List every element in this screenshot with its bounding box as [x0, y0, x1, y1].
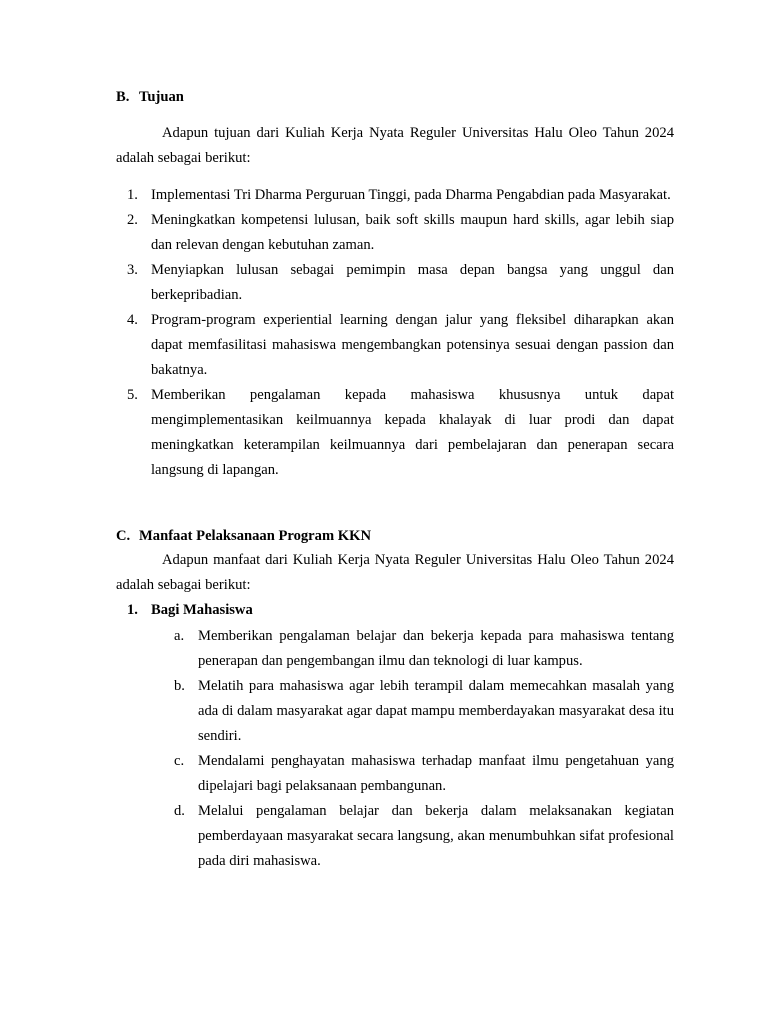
list-item [174, 674, 674, 749]
list-item-text: Program-program experiential learning dengan jalur yang fleksibel diharapkan akan dapat memfasilitasi mahasiswa mengembangkan potensinya sesuai dengan passion dan bakatnya. [151, 312, 674, 378]
list-item-text: Melalui pengalaman belajar dan bekerja dalam melaksanakan kegiatan pemberdayaan masyarakat secara langsung, akan menumbuhkan sifat profesional pada diri mahasiswa. [198, 803, 674, 869]
list-item [116, 183, 674, 208]
list-item [174, 749, 674, 799]
section-b-letter: B. [116, 89, 130, 105]
list-item-label: b. [174, 678, 185, 694]
list-item [174, 799, 674, 874]
sub-heading-number: 1. [127, 602, 138, 618]
sub-heading-title: Bagi Mahasiswa [151, 602, 253, 618]
list-item-label: a. [174, 628, 185, 644]
list-item [116, 208, 674, 258]
list-item-text: Melatih para mahasiswa agar lebih terampil dalam memecahkan masalah yang ada di dalam masyarakat agar dapat mampu memberdayakan masyarakat desa itu sendiri. [198, 678, 674, 744]
section-c-title: Manfaat Pelaksanaan Program KKN [139, 528, 372, 544]
sub-list-mahasiswa [174, 624, 674, 874]
list-item-text: Meningkatkan kompetensi lulusan, baik soft skills maupun hard skills, agar lebih siap dan relevan dengan kebutuhan zaman. [151, 212, 674, 253]
sub-heading-mahasiswa [127, 598, 253, 623]
section-b-list [116, 183, 674, 483]
list-item-label: d. [174, 803, 185, 819]
list-item-text: Memberikan pengalaman kepada mahasiswa khususnya untuk dapat mengimplementasikan keilmuannya kepada khalayak di luar prodi dan dapat meningkatkan keterampilan keilmuannya dari pembelajaran dan penerapan secara langsung di lapangan. [151, 387, 674, 478]
list-item-text: Memberikan pengalaman belajar dan bekerja kepada para mahasiswa tentang penerapan dan pengembangan ilmu dan teknologi di luar kampus. [198, 628, 674, 669]
section-c-intro: Adapun manfaat dari Kuliah Kerja Nyata Reguler Universitas Halu Oleo Tahun 2024 adalah sebagai berikut: [116, 552, 674, 593]
section-c-letter: C. [116, 528, 131, 544]
list-item-text: Mendalami penghayatan mahasiswa terhadap manfaat ilmu pengetahuan yang dipelajari bagi pelaksanaan pembangunan. [198, 753, 674, 794]
list-item-text: Implementasi Tri Dharma Perguruan Tinggi, pada Dharma Pengabdian pada Masyarakat. [151, 187, 671, 203]
section-b-title: Tujuan [139, 89, 184, 105]
section-b-intro: Adapun tujuan dari Kuliah Kerja Nyata Reguler Universitas Halu Oleo Tahun 2024 adalah sebagai berikut: [116, 125, 674, 166]
section-c-heading [116, 527, 371, 545]
list-item-text: Menyiapkan lulusan sebagai pemimpin masa depan bangsa yang unggul dan berkepribadian. [151, 262, 674, 303]
list-item-label: c. [174, 753, 185, 769]
list-item-number: 2. [127, 212, 138, 228]
list-item-number: 4. [127, 312, 138, 328]
list-item-number: 3. [127, 262, 138, 278]
list-item [116, 258, 674, 308]
list-item-number: 5. [127, 387, 138, 403]
section-b-heading [116, 88, 184, 106]
list-item [116, 383, 674, 483]
list-item [116, 308, 674, 383]
list-item-number: 1. [127, 187, 138, 203]
list-item [174, 624, 674, 674]
